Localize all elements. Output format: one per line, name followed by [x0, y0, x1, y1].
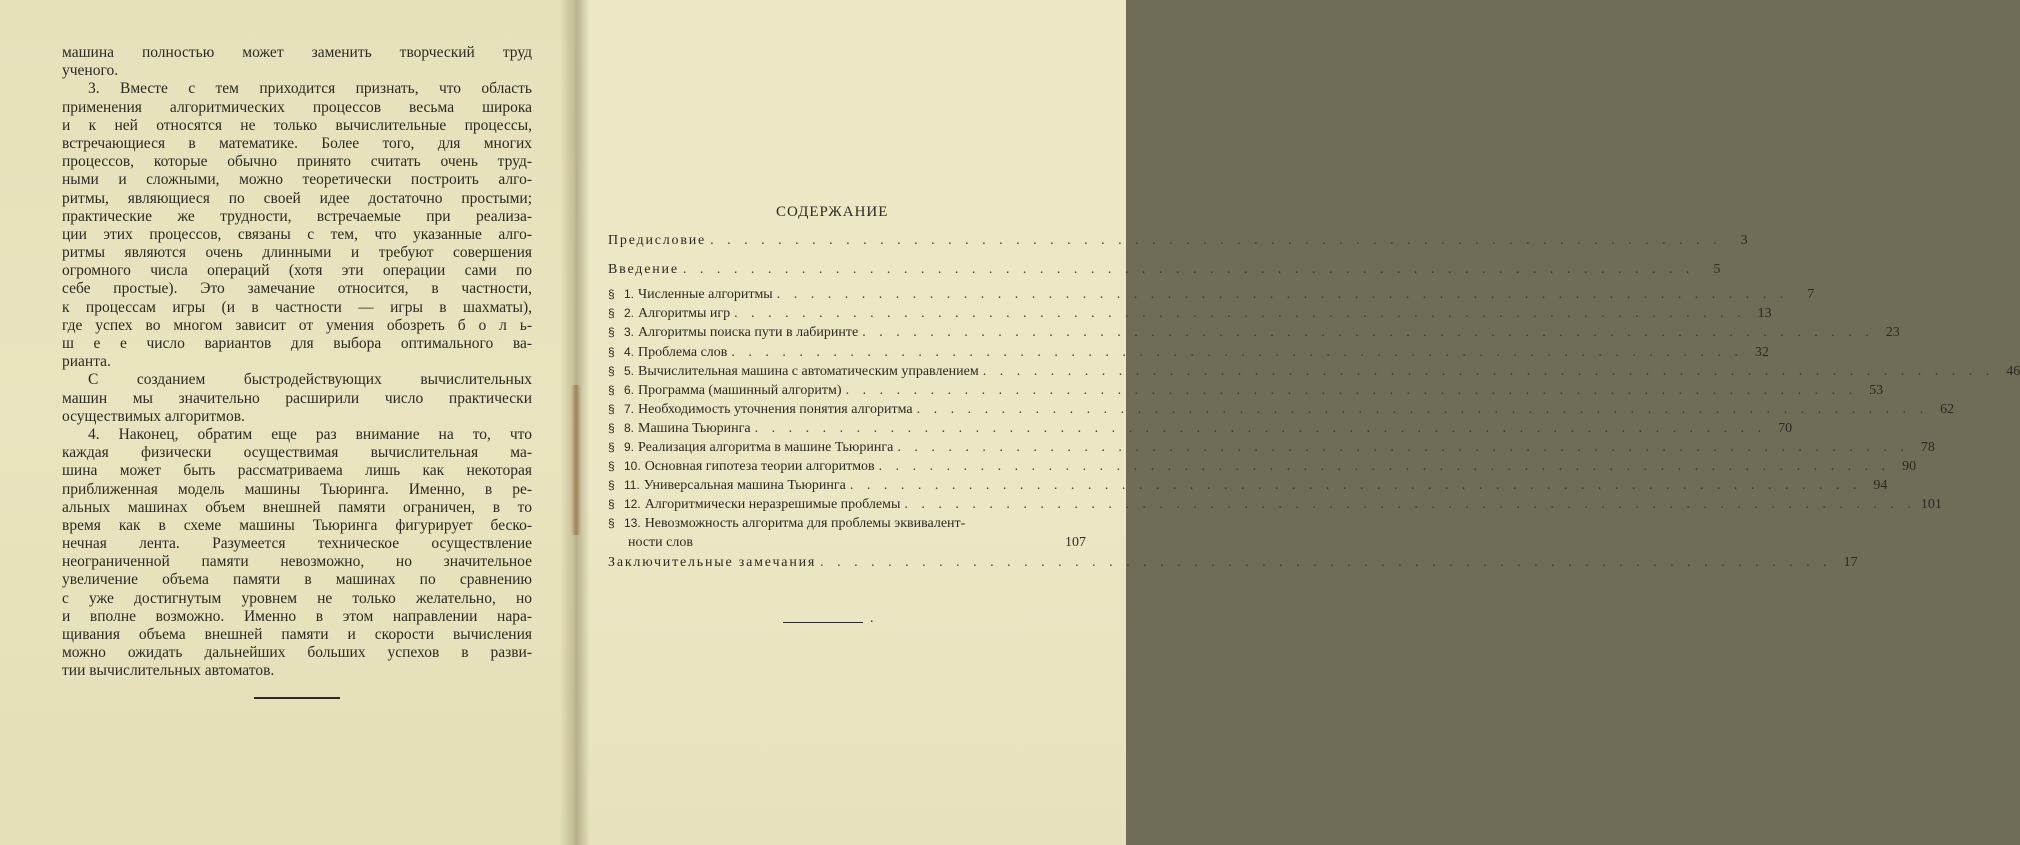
toc-entry [608, 421, 1793, 439]
section-sign: § [608, 497, 615, 511]
leader-dots: . . . . . . . . . . . . . . . . . . . . . . . . . . . . . . . . . . . . . . . . . . . . . . . . . . . . . . . . . . . . [982, 364, 1995, 379]
toc-entry-title: Универсальная машина Тьюринга [643, 478, 846, 493]
section-sign: § [608, 459, 615, 473]
text-line: ученого. [62, 62, 119, 80]
text-line: ритмы, являющиеся по своей идее достаточно простыми; [62, 189, 532, 207]
toc-page-number: 17 [1843, 555, 1858, 570]
text-line: машина полностью может заменить творческий труд [62, 44, 532, 61]
toc-entry-title: Проблема слов [638, 345, 728, 360]
toc-entry [608, 555, 1858, 573]
leader-dots: . . . . . . . . . . . . . . . . . . . . . . . . . . . . . . . . . . . . . . . . . . . . . . . . . . . . . . . . . . . . [862, 325, 1874, 340]
toc-entry-title: Численные алгоритмы [638, 287, 773, 302]
section-sign: § [608, 345, 615, 359]
toc-page-number: 107 [1065, 535, 1086, 550]
section-number: 7. [624, 402, 635, 416]
text-line: тии вычислительных автоматов. [62, 662, 275, 680]
leader-dots: . . . . . . . . . . . . . . . . . . . . . . . . . . . . . . . . . . . . . . . . . . . . . . . . . . . . . . . . . . . . [878, 459, 1891, 474]
text-line: ции этих процессов, связаны с тем, что указанные алго- [62, 225, 532, 243]
section-sign: § [608, 306, 615, 320]
section-number: 3. [624, 325, 635, 339]
section-number: 8. [624, 421, 635, 435]
text-line: практические же трудности, встречаемые при реализа- [62, 207, 532, 225]
toc-entry-title: Основная гипотеза теории алгоритмов [644, 459, 875, 474]
text-line: и вполне возможно. Именно в этом направлении нара- [62, 607, 532, 625]
toc-entry-title: Невозможность алгоритма для проблемы эквивалент- [644, 516, 966, 531]
text-line: каждая физически осуществимая вычислительная ма- [62, 444, 532, 462]
toc-page-number: 13 [1757, 306, 1772, 321]
text-line: увеличение объема памяти в машинах по сравнению [62, 571, 532, 589]
toc-entry-title: Заключительные замечания [608, 555, 817, 570]
toc-page-number: 90 [1902, 459, 1917, 474]
toc-page-number: 78 [1920, 440, 1935, 455]
section-sign: § [608, 364, 615, 378]
left-page-text [62, 44, 532, 681]
text-line: процессов, которые обычно принято считать очень труд- [62, 153, 532, 171]
toc-entry [608, 497, 1942, 515]
toc-entry-title: Машина Тьюринга [638, 421, 751, 436]
text-line: где успех во многом зависит от умения обозреть б о л ь- [62, 316, 532, 334]
text-line: щивания объема внешней памяти и скорости вычисления [62, 626, 532, 643]
toc-entry-title: Необходимость уточнения понятия алгоритма [638, 402, 913, 417]
toc-page-number: 101 [1920, 497, 1942, 512]
section-end-rule [254, 697, 340, 699]
section-sign: § [608, 478, 615, 492]
section-number: 13. [624, 516, 641, 530]
toc-entry-title: Алгоритмы игр [638, 306, 731, 321]
toc-page-number: 53 [1869, 383, 1884, 398]
text-line: рианта. [62, 353, 111, 371]
toc-page-number: 5 [1713, 262, 1721, 277]
toc-entry-continuation [628, 535, 1086, 553]
leader-dots: . . . . . . . . . . . . . . . . . . . . . . . . . . . . . . . . . . . . . . . . . . . . . . . . . . . . . . . . . . . . [682, 262, 1695, 277]
leader-dots: . . . . . . . . . . . . . . . . . . . . . . . . . . . . . . . . . . . . . . . . . . . . . . . . . . . . . . . . . . . . [897, 440, 1909, 455]
leader-dots: . . . . . . . . . . . . . . . . . . . . . . . . . . . . . . . . . . . . . . . . . . . . . . . . . . . . . . . . . . . . [904, 497, 1916, 512]
section-sign: § [608, 516, 615, 530]
toc-entry-title: Вычислительная машина с автоматическим управлением [638, 364, 979, 379]
text-line: машин мы значительно расширили число практически [62, 389, 532, 407]
text-line: нечная лента. Разумеется техническое осуществление [62, 535, 532, 553]
section-sign: § [608, 325, 615, 339]
text-line: ш е е число вариантов для выбора оптимального ва- [62, 335, 532, 352]
section-number: 9. [624, 440, 635, 454]
text-line: встречающиеся в математике. Более того, для многих [62, 134, 532, 152]
section-sign: § [608, 402, 615, 416]
gutter-tear [571, 385, 581, 535]
toc-entry-title: Алгоритмы поиска пути в лабиринте [638, 325, 859, 340]
leader-dots: . . . . . . . . . . . . . . . . . . . . . . . . . . . . . . . . . . . . . . . . . . . . . . . . . . . . . . . . . . . . [710, 233, 1722, 248]
text-line: шина может быть рассматриваема лишь как некоторая [62, 462, 532, 480]
toc-page-number: 46 [2006, 364, 2020, 379]
section-number: 1. [624, 287, 635, 301]
leader-dots: . . . . . . . . . . . . . . . . . . . . . . . . . . . . . . . . . . . . . . . . . . . . . . . . . . . . . . . . . . . . [731, 345, 1743, 360]
toc-entry [608, 262, 1721, 280]
toc-entry [608, 345, 1769, 363]
section-number: 4. [624, 345, 635, 359]
leader-dots: . . . . . . . . . . . . . . . . . . . . . . . . . . . . . . . . . . . . . . . . . . . . . . . . . . . . . . . . . . . . [754, 421, 1767, 436]
text-line: 4. Наконец, обратим еще раз внимание на то, что [88, 425, 532, 443]
toc-page-number: 94 [1873, 478, 1888, 493]
toc-entry [608, 440, 1935, 458]
section-sign: § [608, 421, 615, 435]
section-sign: § [608, 287, 615, 301]
section-sign: § [608, 440, 615, 454]
text-line: с уже достигнутым уровнем не только желательно, но [62, 589, 532, 607]
leader-dots: . . . . . . . . . . . . . . . . . . . . . . . . . . . . . . . . . . . . . . . . . . . . . . . . . . . . . . . . . . . . [916, 402, 1929, 417]
leader-dots: . . . . . . . . . . . . . . . . . . . . . . . . . . . . . . . . . . . . . . . . . . . . . . . . . . . . . . . . . . . . [776, 287, 1789, 302]
text-line: С созданием быстродействующих вычислительных [88, 371, 532, 389]
text-line: и к ней относятся не только вычислительные процессы, [62, 116, 532, 134]
toc-entry-title: Алгоритмически неразрешимые проблемы [644, 497, 901, 512]
toc-entry [608, 233, 1748, 251]
text-line: альных машинах объем внешней памяти ограничен, в то [62, 498, 532, 516]
section-number: 5. [624, 364, 635, 378]
toc-page-number: 62 [1940, 402, 1955, 417]
toc-page-number: 70 [1778, 421, 1793, 436]
leader-dots: . . . . . . . . . . . . . . . . . . . . . . . . . . . . . . . . . . . . . . . . . . . . . . . . . . . . . . . . . . . . [845, 383, 1858, 398]
text-line: приближенная модель машины Тьюринга. Именно, в ре- [62, 480, 532, 498]
toc-end-dot: . [870, 611, 874, 626]
section-number: 11. [624, 478, 640, 492]
toc-entry-title: Программа (машинный алгоритм) [638, 383, 842, 398]
toc-entry [608, 306, 1772, 324]
text-line: ными и сложными, можно теоретически построить алго- [62, 171, 532, 189]
toc-entry-title: Введение [608, 262, 679, 277]
toc-page-number: 32 [1754, 345, 1769, 360]
toc-entry [608, 516, 1086, 534]
section-number: 6. [624, 383, 635, 397]
toc-entry [608, 325, 1900, 343]
text-line: время как в схеме машины Тьюринга фигурирует беско- [62, 516, 532, 534]
toc-page-number: 3 [1740, 233, 1748, 248]
section-number: 10. [624, 459, 641, 473]
text-line: огромного числа операций (хотя эти операции сами по [62, 262, 532, 280]
leader-dots: . . . . . . . . . . . . . . . . . . . . . . . . . . . . . . . . . . . . . . . . . . . . . . . . . . . . . . . . . . . . [734, 306, 1746, 321]
text-line: 3. Вместе с тем приходится признать, что область [88, 80, 532, 98]
text-line: неограниченной памяти невозможно, но значительное [62, 553, 532, 571]
toc-entry [608, 364, 2020, 382]
toc-end-rule [783, 622, 863, 623]
text-line: ритмы являются очень длинными и требуют совершения [62, 244, 532, 262]
text-line: применения алгоритмических процессов весьма широка [62, 98, 532, 116]
toc-entry [608, 478, 1888, 496]
text-line: к процессам игры (и в частности — игры в шахматы), [62, 298, 532, 316]
toc-entry-title: Предисловие [608, 233, 707, 248]
toc-entry [608, 402, 1955, 420]
toc-page-number: 23 [1885, 325, 1900, 340]
leader-dots: . . . . . . . . . . . . . . . . . . . . . . . . . . . . . . . . . . . . . . . . . . . . . . . . . . . . . . . . . . . . [820, 555, 1832, 570]
section-sign: § [608, 383, 615, 397]
text-line: осуществимых алгоритмов. [62, 407, 245, 425]
text-line: можно ожидать дальнейших больших успехов в разви- [62, 644, 532, 662]
toc-title: СОДЕРЖАНИЕ [776, 204, 889, 220]
toc-entry-title: Реализация алгоритма в машине Тьюринга [638, 440, 894, 455]
toc-page-number: 7 [1807, 287, 1815, 302]
leader-dots: . . . . . . . . . . . . . . . . . . . . . . . . . . . . . . . . . . . . . . . . . . . . . . . . . . . . . . . . . . . . [849, 478, 1862, 493]
toc-entry [608, 459, 1917, 477]
toc-entry [608, 383, 1884, 401]
text-line: себе простые). Это замечание относится, в частности, [62, 280, 532, 298]
section-number: 12. [624, 497, 641, 511]
toc-entry-title: ности слов [628, 535, 693, 550]
section-number: 2. [624, 306, 635, 320]
toc-entry [608, 287, 1815, 305]
